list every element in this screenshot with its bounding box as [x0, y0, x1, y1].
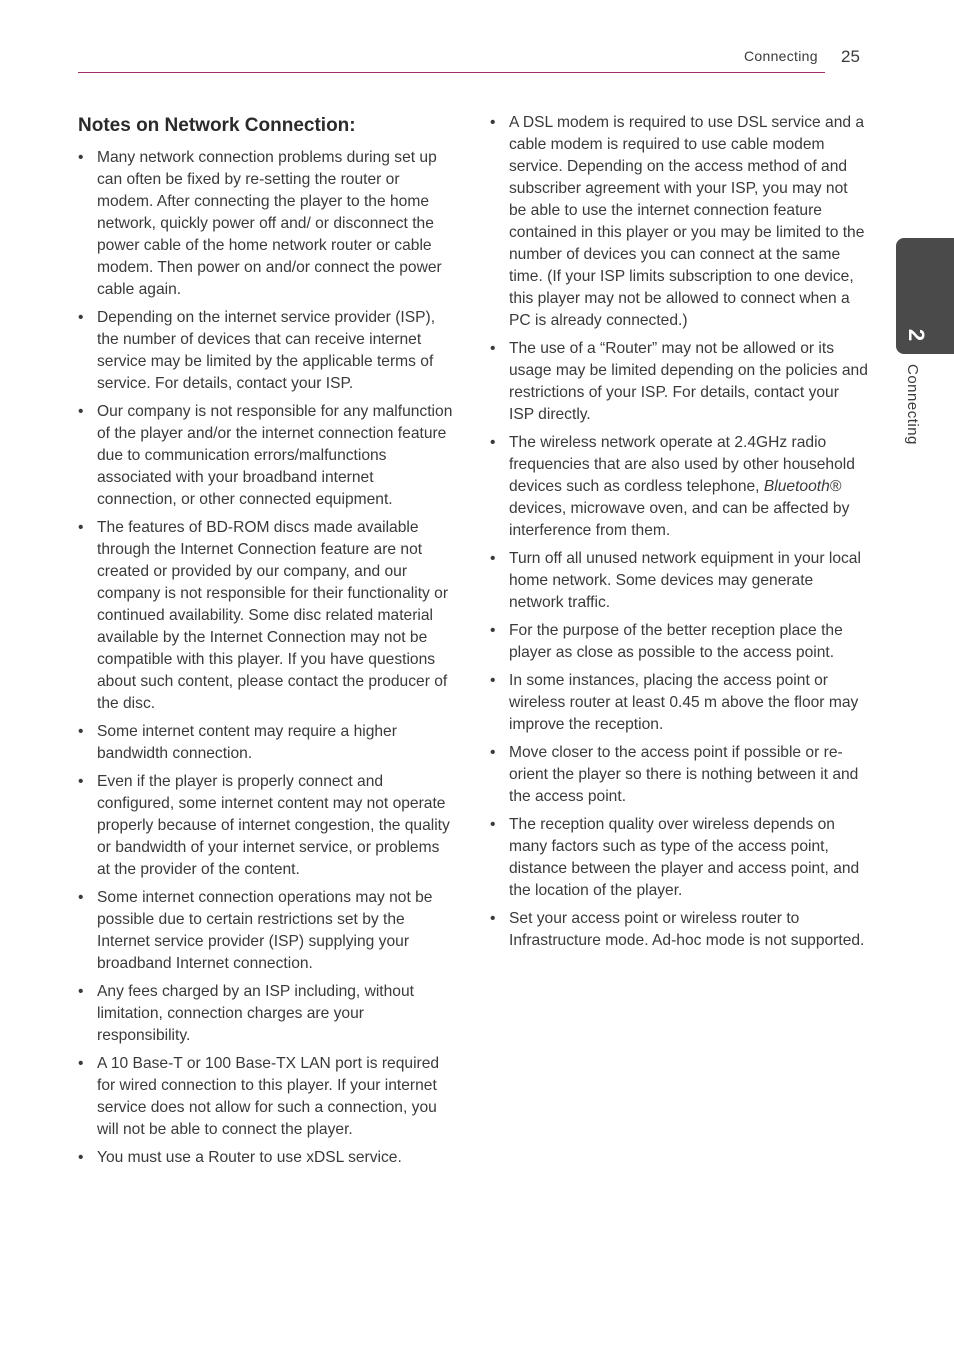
- list-item: • The reception quality over wireless depends on many factors such as type of the access point, distance between the player and access point, and the location of the player.: [490, 814, 868, 902]
- list-item: [490, 432, 868, 542]
- list-item: • The use of a “Router” may not be allowed or its usage may be limited depending on the policies and restrictions of your ISP. For details, contact your ISP directly.: [490, 338, 868, 426]
- list-item: • The features of BD-ROM discs made available through the Internet Connection feature are not created or provided by our company, and our company is not responsible for their functionality or continued availability. Some disc related material available by the Internet Connection may not be compatible with this player. If you have questions about such content, please contact the producer of the disc.: [78, 517, 454, 715]
- list-item: • You must use a Router to use xDSL service.: [78, 1147, 454, 1169]
- list-item: • Depending on the internet service provider (ISP), the number of devices that can receive internet service may be limited by the applicable terms of service. For details, contact your ISP.: [78, 307, 454, 395]
- list-item: • Even if the player is properly connect and configured, some internet content may not operate properly because of internet congestion, the quality or bandwidth of your internet service, or problems at the provider of the content.: [78, 771, 454, 881]
- list-item-text: devices, microwave oven, and can be affected by interference from them.: [509, 500, 850, 539]
- list-item: • Set your access point or wireless router to Infrastructure mode. Ad-hoc mode is not supported.: [490, 908, 868, 952]
- list-item: • Some internet connection operations may not be possible due to certain restrictions set by the Internet service provider (ISP) supplying your broadband Internet connection.: [78, 887, 454, 975]
- header-divider: [78, 72, 825, 73]
- header-section-title: Connecting: [744, 48, 818, 64]
- right-bullet-list: [490, 112, 868, 952]
- list-item: • A 10 Base-T or 100 Base-TX LAN port is required for wired connection to this player. If your internet service does not allow for such a connection, you will not be able to connect the player.: [78, 1053, 454, 1141]
- chapter-label: Connecting: [904, 364, 921, 445]
- list-item: • Our company is not responsible for any malfunction of the player and/or the internet connection feature due to communication errors/malfunctions associated with your broadband internet connection, or other connected equipment.: [78, 401, 454, 511]
- list-item: • Some internet content may require a higher bandwidth connection.: [78, 721, 454, 765]
- list-item: • Move closer to the access point if possible or re-orient the player so there is nothing between it and the access point.: [490, 742, 868, 808]
- chapter-number: 2: [904, 328, 929, 342]
- list-item: • In some instances, placing the access point or wireless router at least 0.45 m above the floor may improve the reception.: [490, 670, 868, 736]
- list-item: • For the purpose of the better reception place the player as close as possible to the access point.: [490, 620, 868, 664]
- section-title: Notes on Network Connection:: [78, 115, 356, 136]
- list-item: • Any fees charged by an ISP including, without limitation, connection charges are your responsibility.: [78, 981, 454, 1047]
- left-column: [78, 114, 454, 1175]
- bluetooth-brand-text: Bluetooth®: [763, 478, 842, 495]
- chapter-tab: [896, 238, 954, 354]
- list-item: • Many network connection problems during set up can often be fixed by re-setting the router or modem. After connecting the player to the home network, quickly power off and/ or disconnect the power cable of the home network router or cable modem. Then power on and/or connect the power cable again.: [78, 147, 454, 301]
- list-item-text: The wireless network operate at 2.4GHz radio frequencies that are also used by other household devices such as cordless telephone,: [509, 434, 855, 495]
- page-number: 25: [841, 47, 860, 66]
- list-item: • A DSL modem is required to use DSL service and a cable modem is required to use cable modem service. Depending on the access method of and subscriber agreement with your ISP, you may not be able to use the internet connection feature contained in this player or you may be limited to the number of devices you can connect at the same time. (If your ISP limits subscription to one device, this player may not be allowed to connect when a PC is already connected.): [490, 112, 868, 332]
- left-bullet-list: [78, 147, 454, 1169]
- list-item: • Turn off all unused network equipment in your local home network. Some devices may generate network traffic.: [490, 548, 868, 614]
- right-column: [490, 112, 868, 958]
